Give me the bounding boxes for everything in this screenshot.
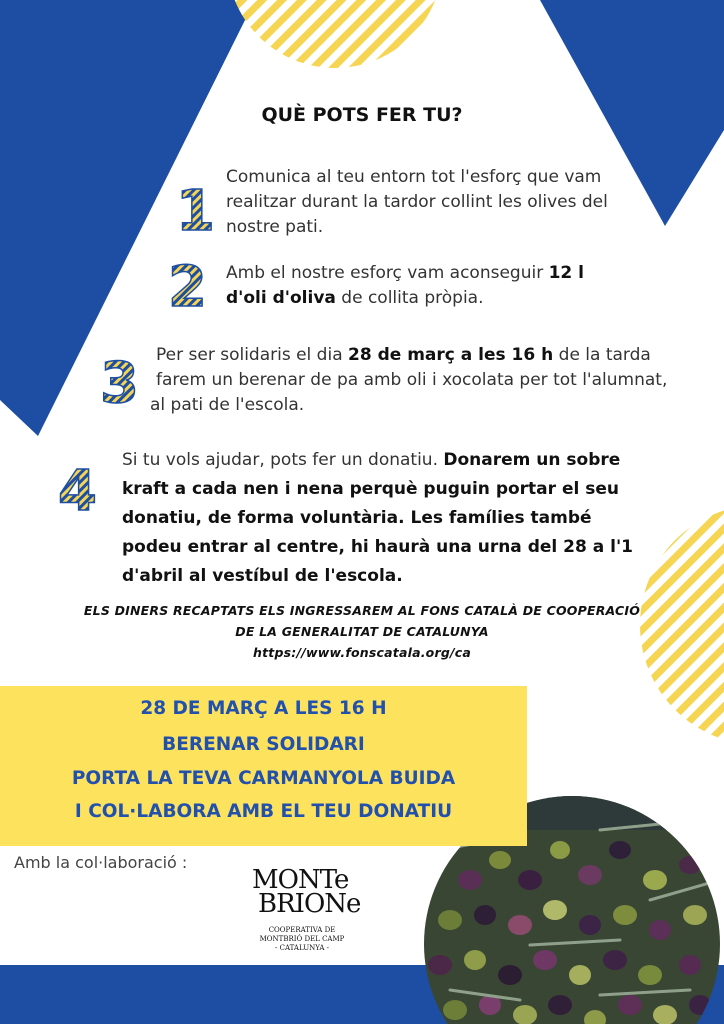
step-bold-text: 12 l <box>548 263 584 283</box>
step-line <box>226 261 666 286</box>
step-line: Comunica al teu entorn tot l'esforç que vam <box>226 167 602 187</box>
step-line <box>226 286 666 311</box>
number-1-shape: 1 <box>176 179 215 244</box>
step-line: kraft a cada nen i nena perquè puguin portar el seu <box>122 479 619 499</box>
step-text: de collita pròpia. <box>335 288 484 308</box>
banner-line: BERENAR SOLIDARI <box>162 734 365 755</box>
step-line: podeu entrar al centre, hi haurà una urna del 28 a l'1 <box>122 537 633 557</box>
step-text: Per ser solidaris el dia <box>156 345 349 365</box>
donation-note <box>0 600 724 663</box>
step-text: Si tu vols ajudar, pots fer un donatiu. <box>122 450 444 470</box>
step-line <box>150 343 710 368</box>
logo-subtitle <box>252 926 352 953</box>
logo-sub-line: COOPERATIVA DE <box>268 926 336 934</box>
logo-sub-line: MONTBRIÓ DEL CAMP <box>259 935 345 943</box>
step-bold-text: d'oli d'oliva <box>226 288 336 308</box>
logo-sub-line: - CATALUNYA - <box>275 944 329 952</box>
note-line: DE LA GENERALITAT DE CATALUNYA <box>235 624 489 639</box>
step-line: al pati de l'escola. <box>150 395 305 415</box>
step-4 <box>122 446 682 591</box>
note-url[interactable]: https://www.fonscatala.org/ca <box>253 645 471 660</box>
step-3 <box>150 343 710 418</box>
logo-word: BRIONe <box>258 889 361 919</box>
step-line <box>122 446 682 475</box>
collaboration-label: Amb la col·laboració : <box>14 853 188 872</box>
step-text: de la tarda <box>553 345 651 365</box>
number-4-shape: 4 <box>58 459 97 524</box>
logo-word: MONTe <box>252 865 349 895</box>
top-striped-circle <box>227 0 443 68</box>
step-line: d'abril al vestíbul de l'escola. <box>122 566 403 586</box>
number-3-shape: 3 <box>100 351 139 416</box>
note-line: ELS DINERS RECAPTATS ELS INGRESSAREM AL FONS CATALÀ DE COOPERACIÓ <box>83 603 641 618</box>
page-title: QUÈ POTS FER TU? <box>261 104 463 126</box>
step-2 <box>226 261 666 311</box>
step-line: donatiu, de forma voluntària. Les famílies també <box>122 508 592 528</box>
banner-line: PORTA LA TEVA CARMANYOLA BUIDA <box>71 768 456 789</box>
banner-line: 28 DE MARÇ A LES 16 H <box>140 698 387 719</box>
banner-line: I COL·LABORA AMB EL TEU DONATIU <box>74 801 453 822</box>
step-1 <box>226 165 666 240</box>
step-line: farem un berenar de pa amb oli i xocolata per tot l'alumnat, <box>156 370 668 390</box>
step-bold-text: Donarem un sobre <box>443 450 621 470</box>
number-2-shape: 2 <box>168 255 207 320</box>
step-line: realitzar durant la tardor collint les olives del <box>226 192 608 212</box>
cooperative-logo <box>252 865 361 953</box>
step-text: Amb el nostre esforç vam aconseguir <box>226 263 549 283</box>
step-bold-text: 28 de març a les 16 h <box>348 345 554 365</box>
step-line: nostre pati. <box>226 217 324 237</box>
